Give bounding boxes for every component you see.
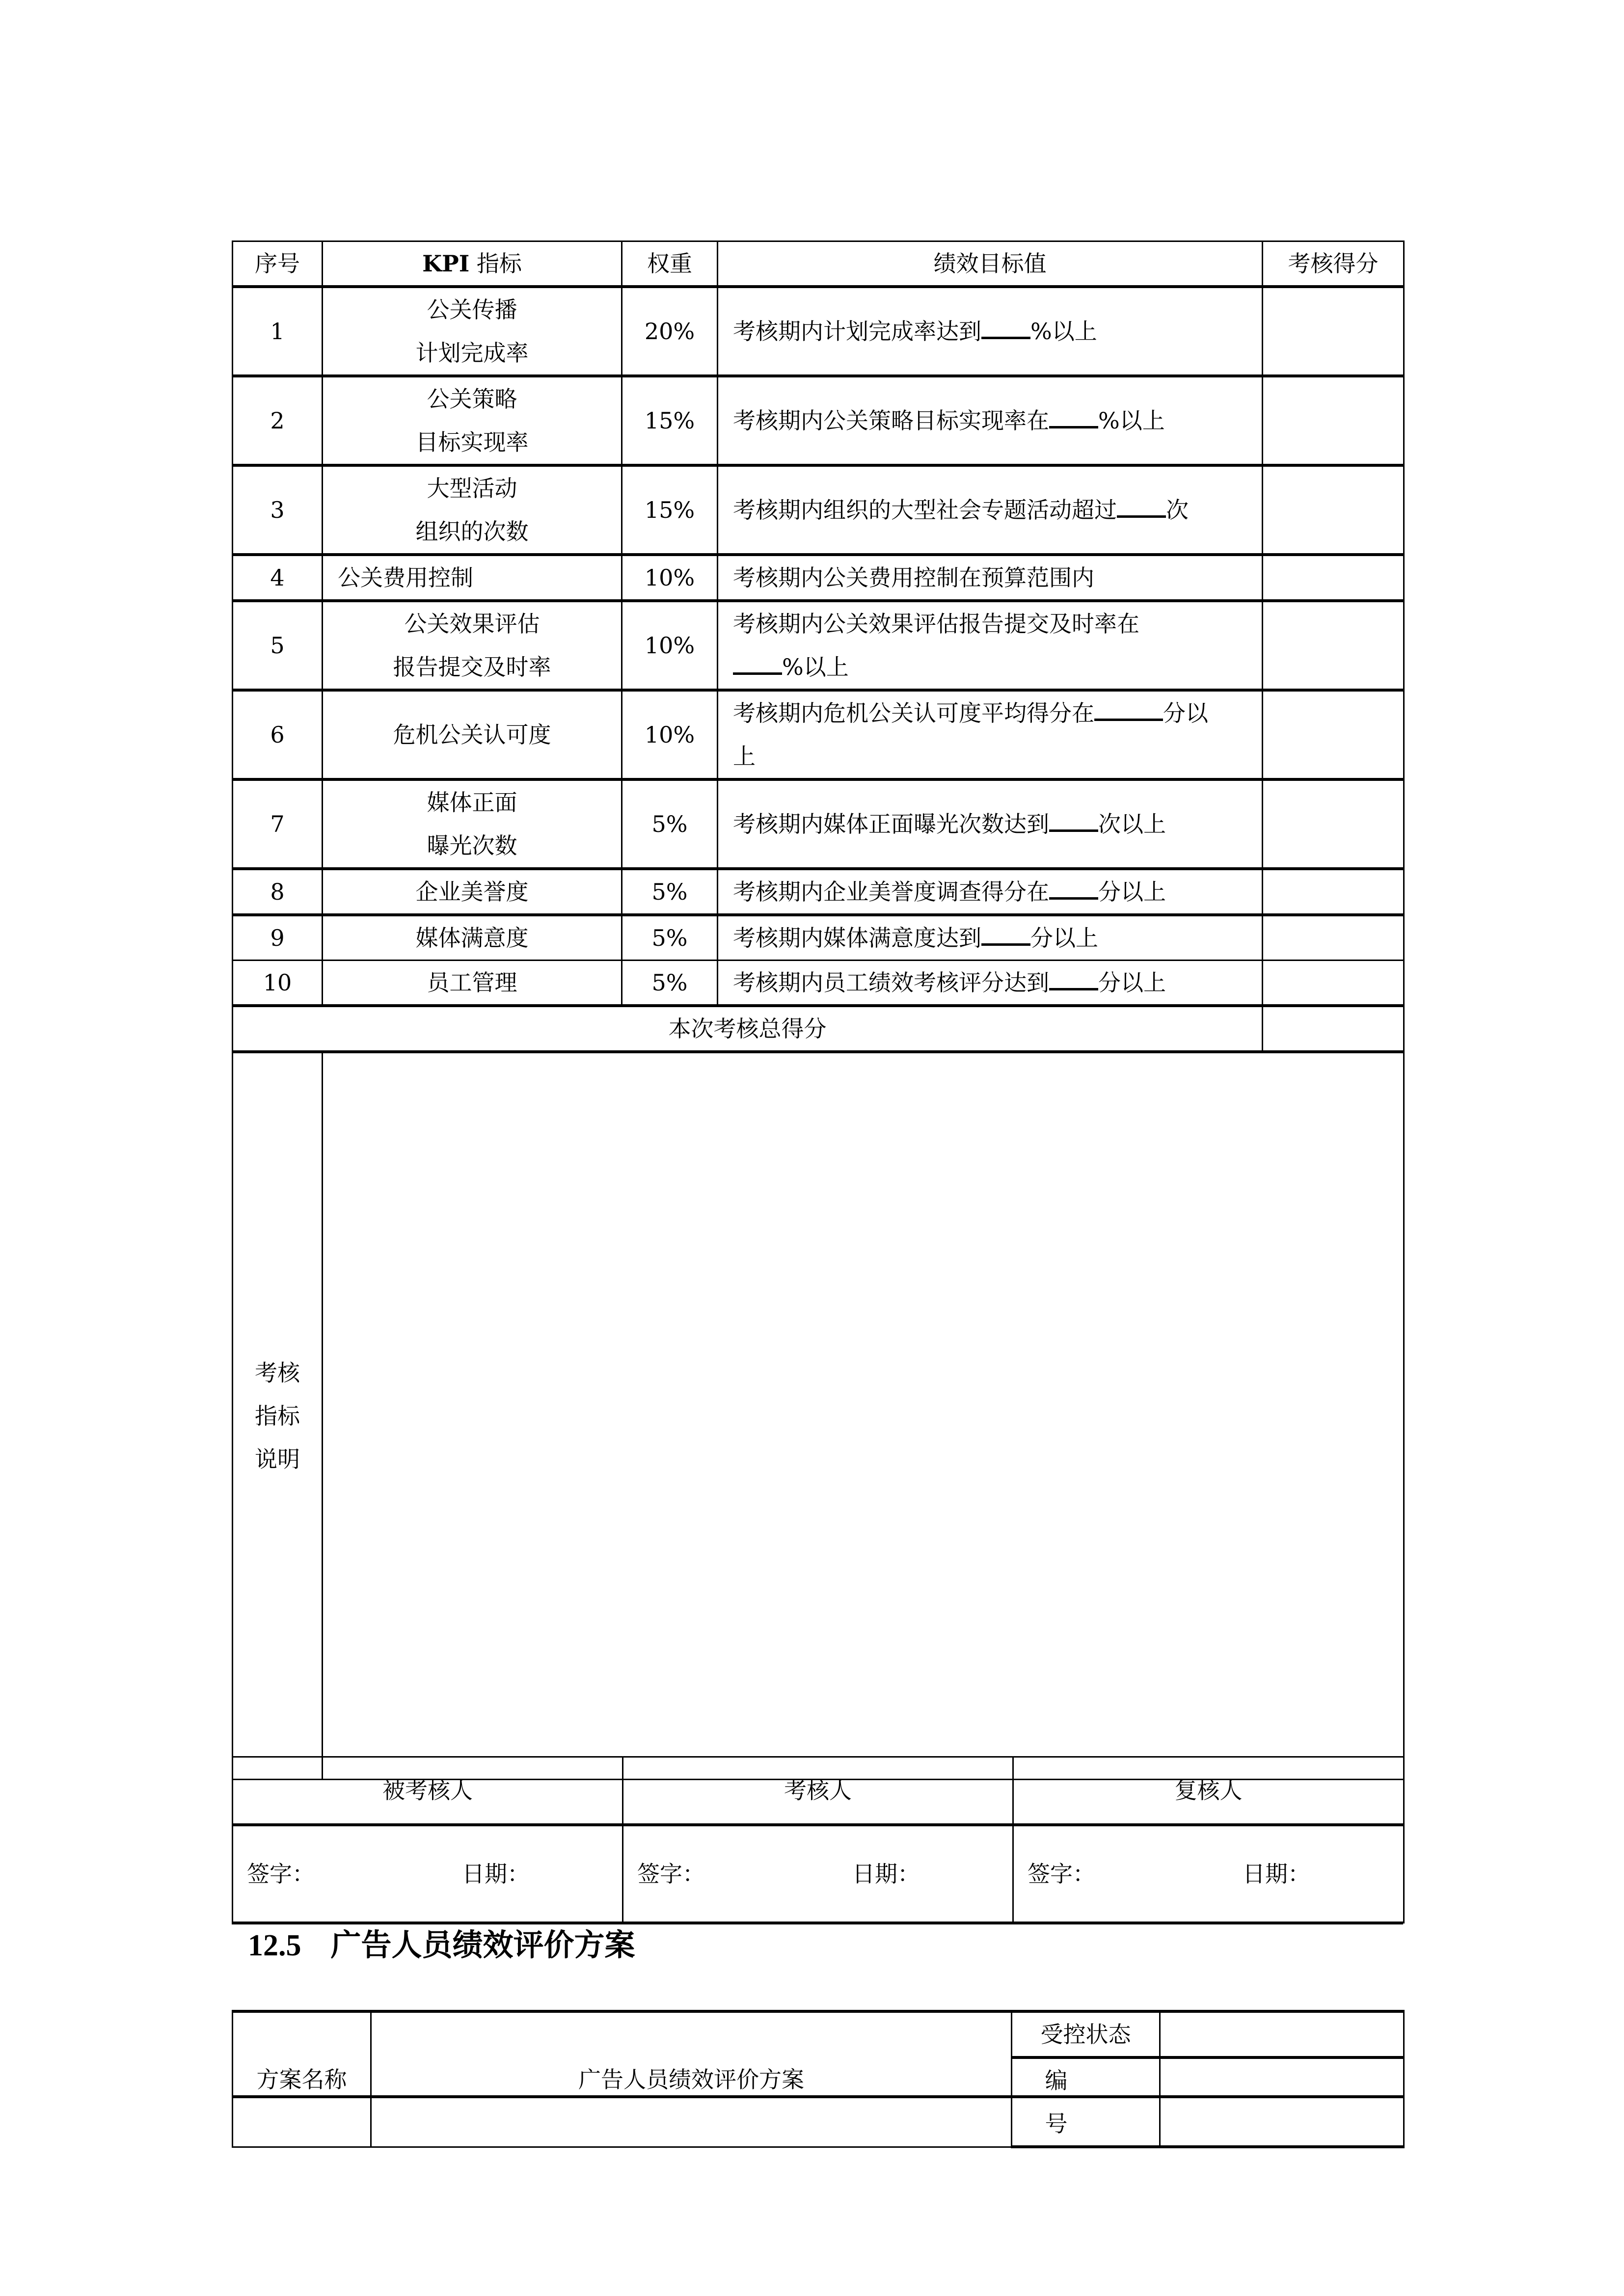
row-seq: 9 <box>233 915 323 961</box>
table-row <box>233 465 1404 555</box>
target-text: 考核期内计划完成率达到 <box>733 318 981 345</box>
total-score-label: 本次考核总得分 <box>233 1006 1263 1052</box>
target-text: 考核期内公关效果评估报告提交及时率在 <box>733 611 1139 637</box>
target-text: 考核期内企业美誉度调查得分在 <box>733 879 1049 905</box>
reviewer-signature-field[interactable] <box>1013 1825 1404 1923</box>
row-seq: 7 <box>233 779 323 869</box>
kpi-line2: 目标实现率 <box>415 429 529 455</box>
row-kpi: 公关费用控制 <box>323 555 622 601</box>
target-suffix: %以上 <box>1098 407 1165 434</box>
kpi-line1: 大型活动 <box>427 475 517 502</box>
header-weight: 权重 <box>622 241 718 287</box>
plan-table-bottom-border <box>232 2095 1403 2098</box>
target-text: 考核期内员工绩效考核评分达到 <box>733 969 1049 996</box>
target-text: 考核期内危机公关认可度平均得分在 <box>733 700 1094 726</box>
target-text-line2: 上 <box>733 743 756 770</box>
plan-name-value: 广告人员绩效评价方案 <box>371 2011 1012 2147</box>
signature-row <box>233 1825 1404 1923</box>
target-suffix: 分以上 <box>1098 879 1166 905</box>
number-label-text: 编号 <box>1045 2067 1127 2137</box>
table-row <box>233 961 1404 1006</box>
row-score-input[interactable] <box>1263 869 1404 915</box>
row-seq: 8 <box>233 869 323 915</box>
row-score-input[interactable] <box>1263 376 1404 465</box>
target-suffix: 次以上 <box>1098 811 1166 837</box>
total-score-row <box>233 1006 1404 1052</box>
row-weight: 15% <box>622 376 718 465</box>
signer-assessor: 考核人 <box>623 1757 1013 1825</box>
kpi-line1: 公关效果评估 <box>404 611 540 637</box>
row-score-input[interactable] <box>1263 555 1404 601</box>
notes-label-line: 说明 <box>255 1445 300 1472</box>
fill-in-blank[interactable] <box>1049 406 1098 428</box>
row-kpi: 企业美誉度 <box>323 869 622 915</box>
control-status-label: 受控状态 <box>1012 2011 1160 2057</box>
row-kpi <box>323 376 622 465</box>
kpi-line2: 报告提交及时率 <box>393 654 551 680</box>
date-label: 日期： <box>852 1861 920 1888</box>
row-seq: 6 <box>233 690 323 779</box>
number-value[interactable] <box>1160 2057 1404 2147</box>
notes-content-area[interactable] <box>323 1052 1404 1779</box>
notes-label <box>233 1052 323 1779</box>
row-score-input[interactable] <box>1263 915 1404 961</box>
kpi-line1: 媒体正面 <box>427 789 517 816</box>
row-score-input[interactable] <box>1263 287 1404 376</box>
kpi-line2: 组织的次数 <box>415 518 529 545</box>
row-weight: 5% <box>622 961 718 1006</box>
row-kpi: 员工管理 <box>323 961 622 1006</box>
target-suffix: %以上 <box>1030 318 1097 345</box>
target-text: 考核期内媒体正面曝光次数达到 <box>733 811 1049 837</box>
target-text: 考核期内媒体满意度达到 <box>733 925 981 951</box>
assessee-signature-field[interactable] <box>233 1825 623 1923</box>
row-target <box>718 779 1263 869</box>
kpi-assessment-table <box>232 240 1405 1780</box>
row-kpi <box>323 465 622 555</box>
sign-label: 签字： <box>1028 1861 1095 1888</box>
row-target <box>718 690 1263 779</box>
row-kpi <box>323 601 622 690</box>
section-number: 12.5 <box>248 1929 301 1962</box>
row-seq: 3 <box>233 465 323 555</box>
row-kpi <box>323 287 622 376</box>
row-weight: 10% <box>622 601 718 690</box>
fill-in-blank[interactable] <box>1049 968 1098 990</box>
date-label: 日期： <box>462 1861 530 1888</box>
row-weight: 5% <box>622 779 718 869</box>
table-row <box>233 915 1404 961</box>
header-target: 绩效目标值 <box>718 241 1263 287</box>
fill-in-blank[interactable] <box>733 653 782 675</box>
row-kpi: 媒体满意度 <box>323 915 622 961</box>
row-score-input[interactable] <box>1263 690 1404 779</box>
header-score: 考核得分 <box>1263 241 1404 287</box>
row-target <box>718 287 1263 376</box>
row-weight: 15% <box>622 465 718 555</box>
target-suffix: 分以上 <box>1030 925 1098 951</box>
row-seq: 5 <box>233 601 323 690</box>
table-row <box>233 601 1404 690</box>
target-suffix: %以上 <box>782 654 849 680</box>
fill-in-blank[interactable] <box>1049 810 1098 832</box>
table-row <box>233 287 1404 376</box>
table-row <box>233 376 1404 465</box>
row-kpi <box>323 779 622 869</box>
target-text: 考核期内组织的大型社会专题活动超过 <box>733 497 1117 523</box>
row-weight: 20% <box>622 287 718 376</box>
row-score-input[interactable] <box>1263 779 1404 869</box>
fill-in-blank[interactable] <box>981 924 1030 946</box>
kpi-line2: 计划完成率 <box>415 340 529 366</box>
row-target <box>718 601 1263 690</box>
header-kpi-suffix: 指标 <box>476 250 522 277</box>
plan-name-label: 方案名称 <box>233 2011 371 2147</box>
number-label <box>1012 2057 1160 2147</box>
fill-in-blank[interactable] <box>1049 878 1098 900</box>
signer-assessee: 被考核人 <box>233 1757 623 1825</box>
signature-table <box>232 1756 1405 1923</box>
row-weight: 10% <box>622 690 718 779</box>
header-kpi-prefix: KPI <box>422 250 470 277</box>
table-header-row <box>233 241 1404 287</box>
date-label: 日期： <box>1243 1861 1310 1888</box>
row-score-input[interactable] <box>1263 601 1404 690</box>
fill-in-blank[interactable] <box>1094 699 1163 721</box>
target-suffix: 分以 <box>1163 700 1208 726</box>
kpi-line2: 曝光次数 <box>427 832 517 859</box>
row-weight: 5% <box>622 869 718 915</box>
notes-row <box>233 1052 1404 1779</box>
row-target: 考核期内公关费用控制在预算范围内 <box>718 555 1263 601</box>
row-seq: 2 <box>233 376 323 465</box>
fill-in-blank[interactable] <box>1117 496 1166 518</box>
section-heading <box>248 1923 635 1968</box>
row-score-input[interactable] <box>1263 465 1404 555</box>
total-score-input[interactable] <box>1263 1006 1404 1052</box>
table-row <box>233 555 1404 601</box>
notes-label-line: 考核 <box>255 1359 300 1386</box>
table-row <box>233 869 1404 915</box>
row-kpi: 危机公关认可度 <box>323 690 622 779</box>
row-seq: 1 <box>233 287 323 376</box>
notes-label-line: 指标 <box>255 1402 300 1429</box>
sign-label: 签字： <box>637 1861 705 1888</box>
sign-label: 签字： <box>247 1861 315 1888</box>
row-target <box>718 465 1263 555</box>
row-weight: 5% <box>622 915 718 961</box>
row-target <box>718 869 1263 915</box>
fill-in-blank[interactable] <box>981 317 1030 339</box>
control-status-value[interactable] <box>1160 2011 1404 2057</box>
row-target <box>718 376 1263 465</box>
row-weight: 10% <box>622 555 718 601</box>
kpi-line1: 公关传播 <box>427 296 517 323</box>
target-text: 考核期内公关策略目标实现率在 <box>733 407 1049 434</box>
table-row <box>233 690 1404 779</box>
signer-header-row <box>233 1757 1404 1825</box>
header-seq: 序号 <box>233 241 323 287</box>
row-seq: 10 <box>233 961 323 1006</box>
kpi-line1: 公关策略 <box>427 386 517 412</box>
plan-info-table <box>232 2010 1405 2148</box>
header-kpi <box>323 241 622 287</box>
table-row <box>233 779 1404 869</box>
row-score-input[interactable] <box>1263 961 1404 1006</box>
row-target <box>718 915 1263 961</box>
section-title-text: 广告人员绩效评价方案 <box>330 1927 635 1963</box>
signer-reviewer: 复核人 <box>1013 1757 1404 1825</box>
row-target <box>718 961 1263 1006</box>
assessor-signature-field[interactable] <box>623 1825 1013 1923</box>
target-suffix: 分以上 <box>1098 969 1166 996</box>
row-seq: 4 <box>233 555 323 601</box>
target-suffix: 次 <box>1166 497 1189 523</box>
